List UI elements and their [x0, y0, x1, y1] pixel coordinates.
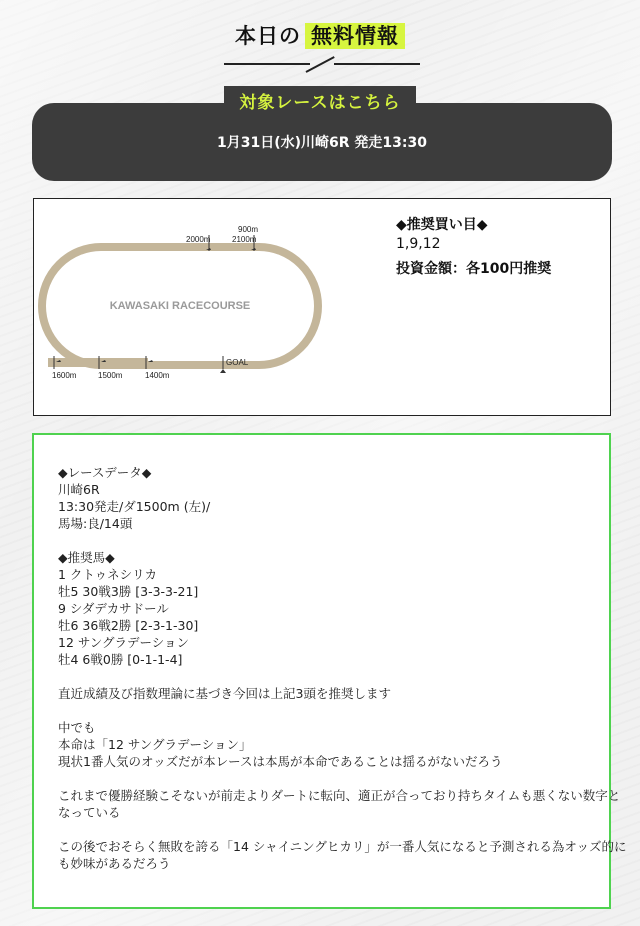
analysis-line: ◆レースデータ◆: [58, 465, 152, 480]
analysis-line: 牡4 6戦0勝 [0-1-1-4]: [58, 652, 183, 667]
analysis-line: 現状1番人気のオッズだが本レースは本馬が本命であることは揺るがないだろう: [58, 754, 503, 769]
bet-heading: ◆推奨買い目◆: [396, 217, 488, 233]
analysis-line: 12 サングラデーション: [58, 635, 190, 650]
analysis-line: なっている: [58, 805, 121, 820]
marker-1400: 1400m: [145, 371, 170, 380]
race-label: 対象レースはこちら: [224, 86, 416, 120]
bet-numbers: 1,9,12: [396, 236, 441, 252]
analysis-line: [58, 668, 588, 685]
analysis-line: [58, 770, 588, 787]
heading-rule-right: [334, 63, 420, 65]
track-chute: [48, 358, 148, 367]
analysis-line: これまで優勝経験こそないが前走よりダートに転向、適正が合っており持ちタイムも悪くない数字と: [58, 788, 621, 803]
analysis-line: この後でおそらく無敗を誇る「14 シャイニングヒカリ」が一番人気になると予測される為オッズ的に: [58, 839, 627, 854]
race-analysis-text: [58, 464, 627, 872]
analysis-line: [58, 821, 588, 838]
race-info: 1月31日(水)川崎6R 発走13:30: [217, 135, 427, 151]
goal-arrow: [220, 369, 226, 373]
analysis-line: 直近成績及び指数理論に基づき今回は上記3頭を推奨します: [58, 686, 391, 701]
marker-1600: 1600m: [52, 371, 77, 380]
analysis-line: ◆推奨馬◆: [58, 550, 115, 565]
analysis-line: 9 シダデカサドール: [58, 601, 169, 616]
course-name: KAWASAKI RACECOURSE: [109, 300, 251, 312]
analysis-line: 川崎6R: [58, 482, 100, 497]
analysis-line: 中でも: [58, 720, 96, 735]
goal-label: GOAL: [226, 358, 249, 367]
marker-1500: 1500m: [98, 371, 123, 380]
marker-2100: 2100m: [232, 235, 257, 244]
course-box: [33, 198, 611, 416]
page-heading: [0, 20, 640, 50]
bet-amount: 投資金額：各100円推奨: [396, 261, 552, 277]
race-analysis-box: [32, 433, 627, 909]
marker-2000: 2000m: [186, 235, 211, 244]
analysis-line: 牡6 36戦2勝 [2-3-1-30]: [58, 618, 199, 633]
analysis-line: も妙味があるだろう: [58, 856, 171, 871]
analysis-line: 牡5 30戦3勝 [3-3-3-21]: [58, 584, 199, 599]
analysis-line: 本命は「12 サングラデーション」: [58, 737, 252, 752]
course-map: [34, 199, 612, 417]
analysis-line: [58, 532, 588, 549]
analysis-line: [58, 702, 588, 719]
heading-prefix: 本日の: [235, 24, 301, 48]
analysis-line: 馬場:良/14頭: [58, 516, 133, 531]
analysis-line: 1 クトゥネシリカ: [58, 567, 157, 582]
analysis-line: 13:30発走/ダ1500m (左)/: [58, 499, 211, 514]
marker-900: 900m: [238, 225, 259, 234]
heading-highlight: 無料情報: [305, 23, 405, 49]
heading-rule-left: [224, 63, 310, 65]
